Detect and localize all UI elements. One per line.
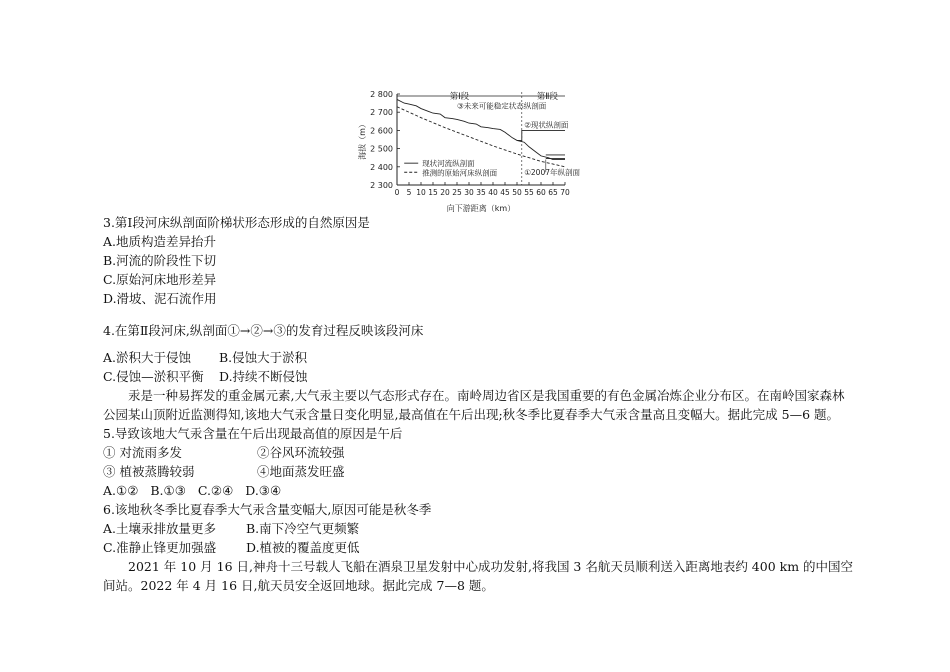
q5-item-1: ① 对流雨多发 xyxy=(103,445,182,460)
q6-option-d: D.植被的覆盖度更低 xyxy=(246,540,360,555)
section-2-label: 第Ⅱ段 xyxy=(536,92,558,102)
x-tick-label: 5 xyxy=(406,188,412,197)
chart-svg xyxy=(345,84,615,216)
q4-option-b: B.侵蚀大于淤积 xyxy=(219,350,308,365)
q4-options-row1 xyxy=(103,348,855,367)
x-tick-label: 65 xyxy=(548,188,558,197)
y-tick-label: 2 400 xyxy=(370,162,393,172)
river-profile-chart xyxy=(345,84,615,216)
q5-stem: 5.导致该地大气汞含量在午后出现最高值的原因是午后 xyxy=(103,426,403,441)
y-tick-label: 2 600 xyxy=(370,126,393,136)
y-tick-label: 2 700 xyxy=(370,108,393,118)
x-tick-label: 10 xyxy=(416,188,426,197)
y-tick-label: 2 800 xyxy=(370,90,393,99)
q3-option-d: D.滑坡、泥石流作用 xyxy=(103,291,217,306)
q4-options-row2 xyxy=(103,367,855,386)
x-tick-label: 20 xyxy=(440,188,450,197)
spacer xyxy=(103,340,855,348)
legend-solid-label: 现状河流纵剖面 xyxy=(422,159,475,169)
q3-option-b: B.河流的阶段性下切 xyxy=(103,253,217,268)
profile-future-line xyxy=(517,130,565,140)
q6-options-row1 xyxy=(103,519,855,538)
x-tick-label: 50 xyxy=(512,188,522,197)
x-tick-label: 35 xyxy=(476,188,486,197)
q5-items-row2 xyxy=(103,462,855,481)
spacer xyxy=(103,308,855,321)
question-content xyxy=(103,213,855,595)
q4-option-a: A.淤积大于侵蚀 xyxy=(103,350,192,365)
y-axis-label: 海拔（m） xyxy=(358,120,367,160)
passage-shenzhou: 2021 年 10 月 16 日,神舟十三号载人飞船在酒泉卫星发射中心成功发射,将我国 3 名航天员顺利送入距离地表约 400 km 的中国空间站。2022 年 4 月 16 日,航天员安全返回地球。据此完成 7—8 题。 xyxy=(103,559,854,593)
x-tick-label: 45 xyxy=(500,188,510,197)
x-tick-label: 70 xyxy=(560,188,570,197)
x-axis-label: 向下游距离（km） xyxy=(446,204,516,213)
y-tick-label: 2 500 xyxy=(370,144,393,154)
x-tick-label: 40 xyxy=(488,188,498,197)
q3-option-c: C.原始河床地形差异 xyxy=(103,272,217,287)
annotation-current: ②现状纵剖面 xyxy=(524,120,569,130)
q5-items-row1 xyxy=(103,443,855,462)
x-tick-label: 60 xyxy=(536,188,546,197)
q4-option-d: D.持续不断侵蚀 xyxy=(219,369,308,384)
annotation-2007: ①2007年纵剖面 xyxy=(524,167,581,177)
q4-option-c: C.侵蚀—淤积平衡 xyxy=(103,369,204,384)
q3-stem: 3.第Ⅰ段河床纵剖面阶梯状形态形成的自然原因是 xyxy=(103,215,370,230)
series-line-2 xyxy=(397,107,565,167)
q4-stem: 4.在第Ⅱ段河床,纵剖面①→②→③的发育过程反映该段河床 xyxy=(103,323,424,338)
x-tick-label: 15 xyxy=(428,188,438,197)
q5-item-3: ③ 植被蒸腾较弱 xyxy=(103,464,195,479)
annotation-future: ③未来可能稳定状态纵剖面 xyxy=(457,101,547,111)
q6-option-b: B.南下冷空气更频繁 xyxy=(246,521,360,536)
passage-mercury: 汞是一种易挥发的重金属元素,大气汞主要以气态形式存在。南岭周边省区是我国重要的有色金属冶炼企业分布区。在南岭国家森林公园某山顶附近监测得知,该地大气汞含量日变化明显,最高值在午后出现;秋冬季比夏春季大气汞含量高且变幅大。据此完成 5—6 题。 xyxy=(103,388,845,422)
q3-option-a: A.地质构造差异抬升 xyxy=(103,234,217,249)
section-1-label: 第Ⅰ段 xyxy=(449,92,470,102)
q5-item-4: ④地面蒸发旺盛 xyxy=(257,464,345,479)
q6-options-row2 xyxy=(103,538,855,557)
x-tick-label: 55 xyxy=(524,188,534,197)
x-tick-label: 0 xyxy=(394,188,400,197)
y-tick-label: 2 300 xyxy=(370,181,393,190)
q6-option-c: C.准静止锋更加强盛 xyxy=(103,540,217,555)
x-tick-label: 25 xyxy=(452,188,462,197)
q5-item-2: ②谷风环流较强 xyxy=(257,445,345,460)
q6-stem: 6.该地秋冬季比夏春季大气汞含量变幅大,原因可能是秋冬季 xyxy=(103,502,432,517)
legend-dashed-label: 推测的原始河床纵剖面 xyxy=(422,168,498,178)
x-tick-label: 30 xyxy=(464,188,474,197)
q6-option-a: A.土壤汞排放量更多 xyxy=(103,521,217,536)
q5-answers: A.①② B.①③ C.②④ D.③④ xyxy=(103,483,282,498)
